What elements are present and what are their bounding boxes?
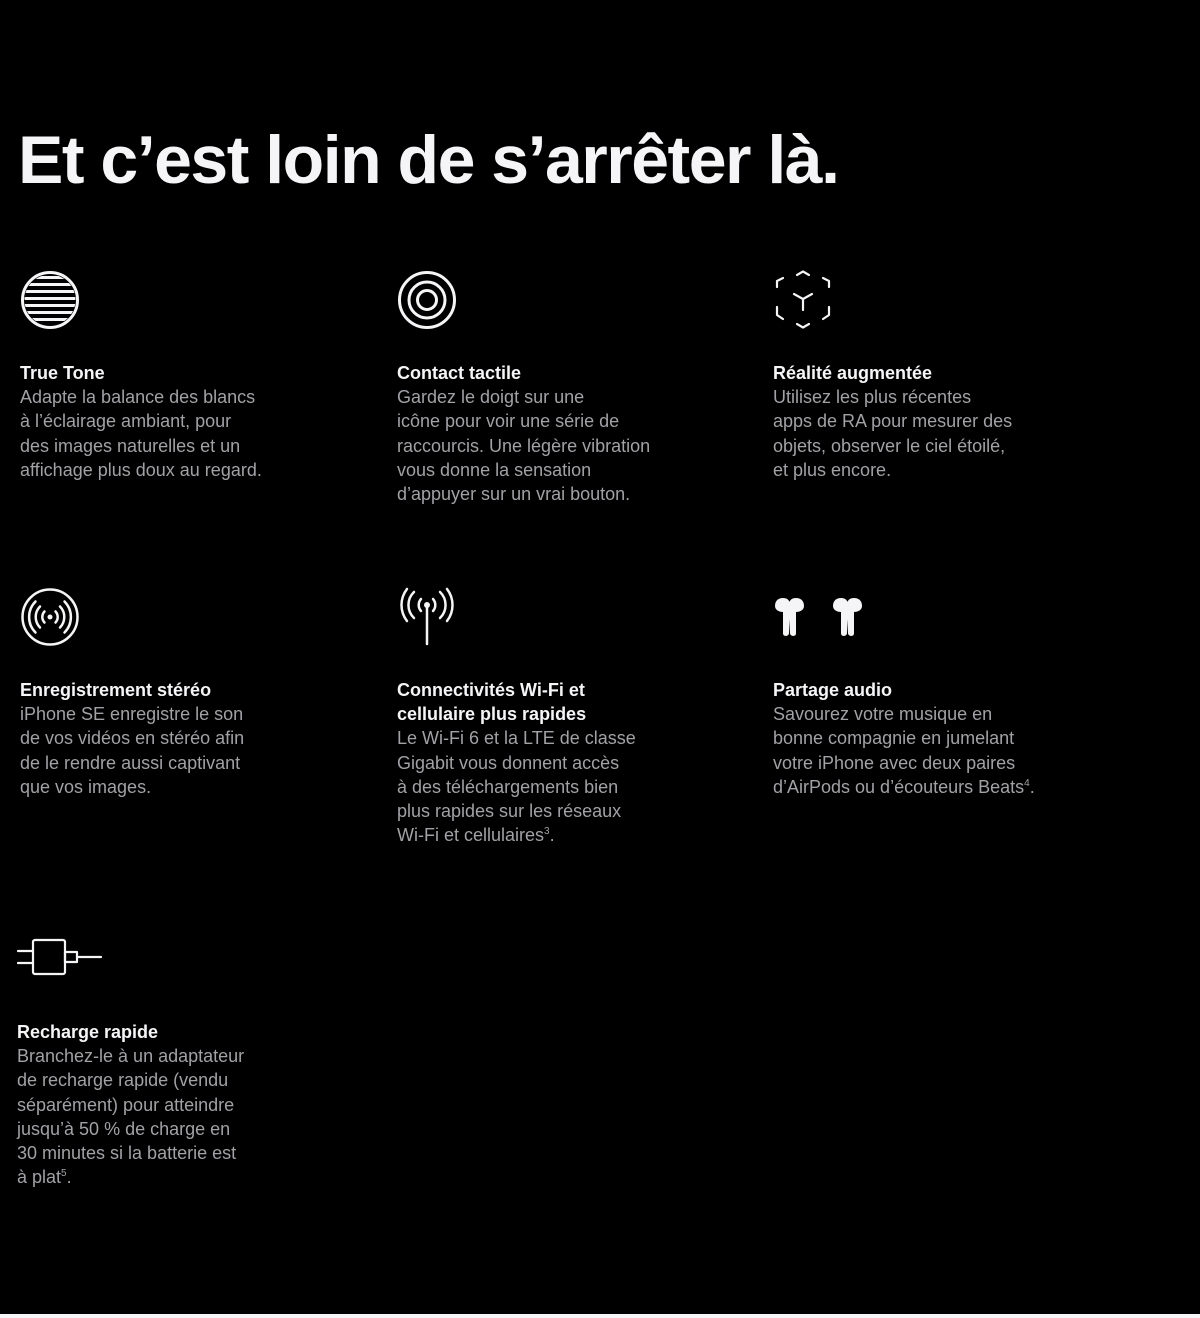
- feature-heading: Enregistrement stéréo: [20, 680, 212, 700]
- feature-heading: Connectivités Wi-Fi et cellulaire plus rapides: [397, 680, 587, 725]
- feature-heading: True Tone: [20, 363, 105, 383]
- footnote-marker[interactable]: 4: [1024, 777, 1030, 789]
- footnote-marker[interactable]: 5: [61, 1168, 67, 1180]
- haptic-touch-icon: [397, 270, 457, 335]
- feature-description: Utilisez les plus récentes apps de RA pour mesurer des objets, observer le ciel étoilé, et plus encore.: [773, 387, 1013, 480]
- feature-description: Branchez-le à un adaptateur de recharge rapide (vendu séparément) pour atteindre jusqu’à 50 % de charge en 30 minutes si la batterie est à plat$^5$.: [17, 1046, 245, 1188]
- footnote-marker[interactable]: 3: [544, 826, 550, 838]
- stereo-recording-icon: [20, 587, 80, 652]
- page-title: Et c’est loin de s’arrêter là.: [18, 122, 839, 198]
- feature-description: Adapte la balance des blancs à l’éclairage ambiant, pour des images naturelles et un affichage plus doux au regard.: [20, 387, 262, 480]
- feature-description: Gardez le doigt sur une icône pour voir une série de raccourcis. Une légère vibration vous donne la sensation d’appuyer sur un vrai bouton.: [397, 387, 651, 505]
- feature-heading: Réalité augmentée: [773, 363, 933, 383]
- feature-heading: Recharge rapide: [17, 1022, 159, 1042]
- antenna-icon: [397, 587, 457, 652]
- feature-heading: Contact tactile: [397, 363, 522, 383]
- true-tone-icon: [20, 270, 80, 335]
- feature-heading: Partage audio: [773, 680, 893, 700]
- augmented-reality-icon: [773, 270, 833, 335]
- feature-description: Le Wi-Fi 6 et la LTE de classe Gigabit vous donnent accès à des téléchargements bien plus rapides sur les réseaux Wi-Fi et cellulaires$^3$.: [397, 728, 636, 846]
- airpods-icon: [773, 587, 869, 652]
- bottom-divider: [0, 1314, 1200, 1318]
- feature-description: Savourez votre musique en bonne compagnie en jumelant votre iPhone avec deux paires d’AirPods ou d’écouteurs Beats$^4$.: [773, 704, 1035, 797]
- feature-description: iPhone SE enregistre le son de vos vidéos en stéréo afin de le rendre aussi captivant que vos images.: [20, 704, 245, 797]
- charger-icon: [17, 932, 103, 987]
